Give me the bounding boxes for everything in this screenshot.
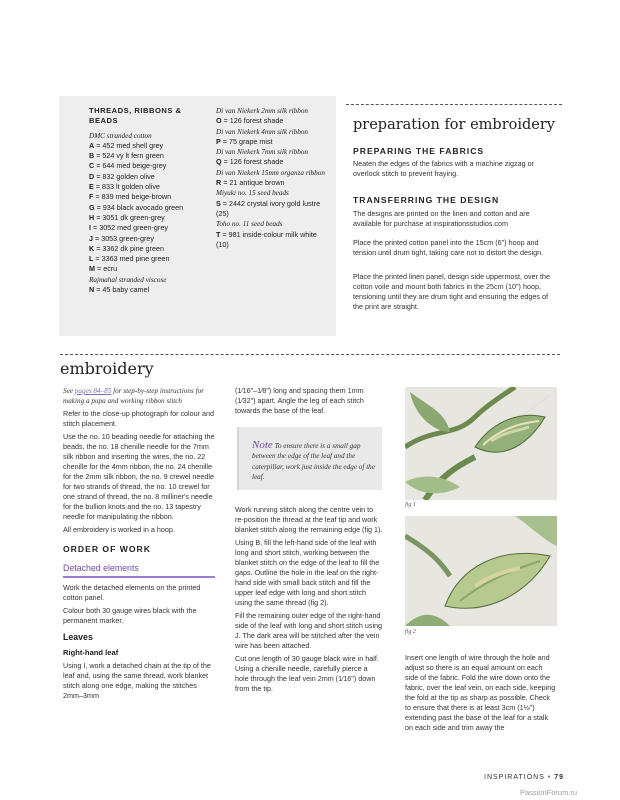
thread-code: G: [89, 202, 95, 212]
thread-item: C = 644 med beige-grey: [89, 161, 167, 171]
para: Colour both 30 gauge wires black with the permanent marker.: [63, 605, 197, 625]
thread-item: R = 21 antique brown: [216, 178, 285, 188]
threads-box: [59, 96, 336, 336]
transfer-para-1: [353, 209, 558, 229]
threads-column-1: [89, 106, 199, 295]
note-body: To ensure there is a small gap between the edge of the leaf and the caterpillar, work just inside the edge of the leaf.: [252, 442, 375, 481]
thread-code: A: [89, 140, 95, 150]
detached-heading: Detached elements: [63, 563, 139, 573]
divider: [346, 104, 562, 105]
column-2-top: [235, 386, 383, 419]
thread-item: O = 126 forest shade: [216, 116, 284, 126]
right-hand-leaf-heading: Right-hand leaf: [63, 647, 119, 657]
column-3: [405, 653, 557, 736]
transfer-heading: TRANSFERRING THE DESIGN: [353, 195, 500, 205]
thread-code: B: [89, 151, 95, 161]
thread-item: M = ecru: [89, 264, 118, 274]
thread-group: Di van Niekerk 15mm organza ribbon: [216, 168, 325, 177]
fabrics-text: Neaten the edges of the fabrics with a machine zigzag or overlock stitch to prevent fraying.: [353, 159, 534, 178]
column-2: [235, 505, 383, 697]
thread-code: L: [89, 254, 94, 264]
fabrics-heading: PREPARING THE FABRICS: [353, 146, 485, 156]
thread-code: H: [89, 212, 95, 222]
para: Use the no. 10 beading needle for attaching the beads, the no. 18 chenille needle for the 7mm silk ribbon and inserting the wires, the no. 22 chenille for the 4mm ribbon, the no. 24 chenille for the 2mm silk ribbon, the no. 9 crewel needle for two strands of thread, the no. 10 crewel for one strand of thread, the no. 8 milliner's needle for the bullion knots and the no. 13 tapestry needle for manipulating the ribbon.: [63, 432, 215, 521]
thread-group: DMC stranded cotton: [89, 131, 152, 140]
column-1: [63, 386, 215, 704]
embroidery-title: embroidery: [60, 359, 154, 378]
note-label: Note: [252, 439, 273, 451]
thread-group: Miyuki no. 15 seed beads: [216, 189, 289, 198]
order-heading: ORDER OF WORK: [63, 544, 151, 554]
leaf-photo-fig1: [405, 387, 557, 500]
transfer-para-2: Place the printed cotton panel into the 15cm (6") hoop and tension until drum tight, taking care not to distort the design.: [353, 238, 544, 257]
thread-item: G = 934 black avocado green: [89, 202, 184, 212]
page-number: 79: [554, 774, 565, 781]
thread-code: S: [216, 198, 221, 208]
thread-item: I = 3052 med green-grey: [89, 223, 168, 233]
intro-note: See pages 84–85 for step-by-step instructions for making a pupa and working ribbon stitch: [63, 387, 204, 405]
para: Work running stitch along the centre vein to re-position the thread at the leaf tip and work blanket stitch along the remaining edge (fig 1).: [235, 505, 383, 534]
note-text: [252, 440, 377, 482]
thread-item: D = 832 golden olive: [89, 171, 155, 181]
thread-item: S = 2442 crystal ivory gold lustre (25): [216, 198, 321, 218]
para: Cut one length of 30 gauge black wire in half. Using a chenille needle, carefully pierce a hole through the leaf vein 2mm (1⁄16") down from the tip.: [235, 654, 379, 693]
thread-group: Di van Niekerk 2mm silk ribbon: [216, 107, 309, 115]
para: Fill the remaining outer edge of the right-hand side of the leaf with long and short stitch using J. The dark area will be stitched after the vein wire has been attached.: [235, 611, 383, 650]
prep-title: preparation for embroidery: [353, 117, 555, 133]
threads-heading: THREADS, RIBBONS & BEADS: [89, 106, 182, 126]
leaves-heading: Leaves: [63, 631, 93, 642]
watermark: PassionForum.ru: [520, 788, 578, 797]
thread-code: D: [89, 171, 95, 181]
thread-code: J: [89, 233, 93, 243]
page-footer: [484, 774, 564, 781]
thread-code: K: [89, 243, 95, 253]
pages-link[interactable]: pages 84–85: [74, 387, 112, 395]
thread-group: Toho no. 11 seed beads: [216, 220, 283, 229]
thread-code: F: [89, 192, 94, 202]
threads-column-2: [216, 106, 331, 250]
para: Insert one length of wire through the hole and adjust so there is an equal amount on each side of the fabric. Fold the wire down onto the fabric, over the leaf vein, on each side, keeping the fold at the tip as sharp as possible. Check to ensure that there is at least 3cm (1⅛") extending past the base of the leaf for a stalk on each side and trim away the: [405, 653, 556, 732]
thread-item: T = 981 inside-colour milk white (10): [216, 229, 317, 249]
divider: [60, 354, 560, 355]
fig2-label: fig 2: [405, 629, 416, 635]
thread-item: P = 75 grape mist: [216, 136, 273, 146]
leaf-stitching-illustration: [405, 387, 557, 500]
thread-code: Q: [216, 157, 222, 167]
transfer-para-3: Place the printed linen panel, design side uppermost, over the cotton voile and mount both fabrics in the 25cm (10") hoop, tensioning until they are drum tight and ensuring the edges of the print are straight.: [353, 272, 550, 311]
thread-item: L = 3363 med pine green: [89, 254, 170, 264]
thread-code: N: [89, 285, 95, 295]
thread-code: C: [89, 161, 95, 171]
magazine-name: INSPIRATIONS: [484, 774, 545, 781]
thread-item: F = 839 med beige-brown: [89, 192, 172, 202]
thread-item: B = 524 vy lt fern green: [89, 151, 164, 161]
thread-item: J = 3053 green-grey: [89, 233, 154, 243]
thread-item: A = 452 med shell grey: [89, 140, 164, 150]
thread-group: Rajmahal stranded viscose: [89, 275, 167, 284]
thread-code: R: [216, 178, 222, 188]
para: (1⁄16"–1⁄8") long and spacing them 1mm (1⁄32") apart. Angle the leg of each stitch towards the base of the leaf.: [235, 386, 364, 415]
thread-item: Q = 126 forest shade: [216, 157, 284, 167]
thread-code: P: [216, 136, 221, 146]
para: Using B, fill the left-hand side of the leaf with long and short stitch, working between the blanket stitch on the edge of the leaf to fill the gaps. Outline the hole in the leaf on the right-hand side with small back stitch and fill the upper leaf edge with long and short stitch using the same thread (fig 2).: [235, 538, 380, 607]
thread-code: T: [216, 229, 221, 239]
heading-underline: [63, 576, 215, 578]
thread-code: O: [216, 116, 222, 126]
thread-code: E: [89, 182, 94, 192]
fig1-label: fig 1: [405, 502, 416, 508]
para: All embroidery is worked in a hoop.: [63, 525, 175, 534]
thread-group: Di van Niekerk 7mm silk ribbon: [216, 148, 309, 157]
transfer-text: The designs are printed on the linen and cotton and are available for purchase at inspirationsstudios.com: [353, 209, 530, 228]
bullet: •: [547, 774, 552, 781]
para: Work the detached elements on the printed cotton panel.: [63, 582, 201, 602]
thread-item: H = 3051 dk green-grey: [89, 212, 165, 222]
para: Refer to the close-up photograph for colour and stitch placement.: [63, 409, 215, 428]
thread-item: E = 833 lt golden olive: [89, 182, 160, 192]
leaf-photo-fig2: [405, 516, 557, 626]
thread-code: M: [89, 264, 95, 274]
para: Using I, work a detached chain at the tip of the leaf and, using the same thread, work blanket stitch along one edge, making the stitches 2mm–3mm: [63, 660, 211, 700]
thread-group: Di van Niekerk 4mm silk ribbon: [216, 127, 309, 136]
thread-item: K = 3362 dk pine green: [89, 243, 164, 253]
leaf-filled-illustration: [405, 516, 557, 626]
thread-code: I: [89, 223, 91, 233]
thread-item: N = 45 baby camel: [89, 285, 150, 295]
